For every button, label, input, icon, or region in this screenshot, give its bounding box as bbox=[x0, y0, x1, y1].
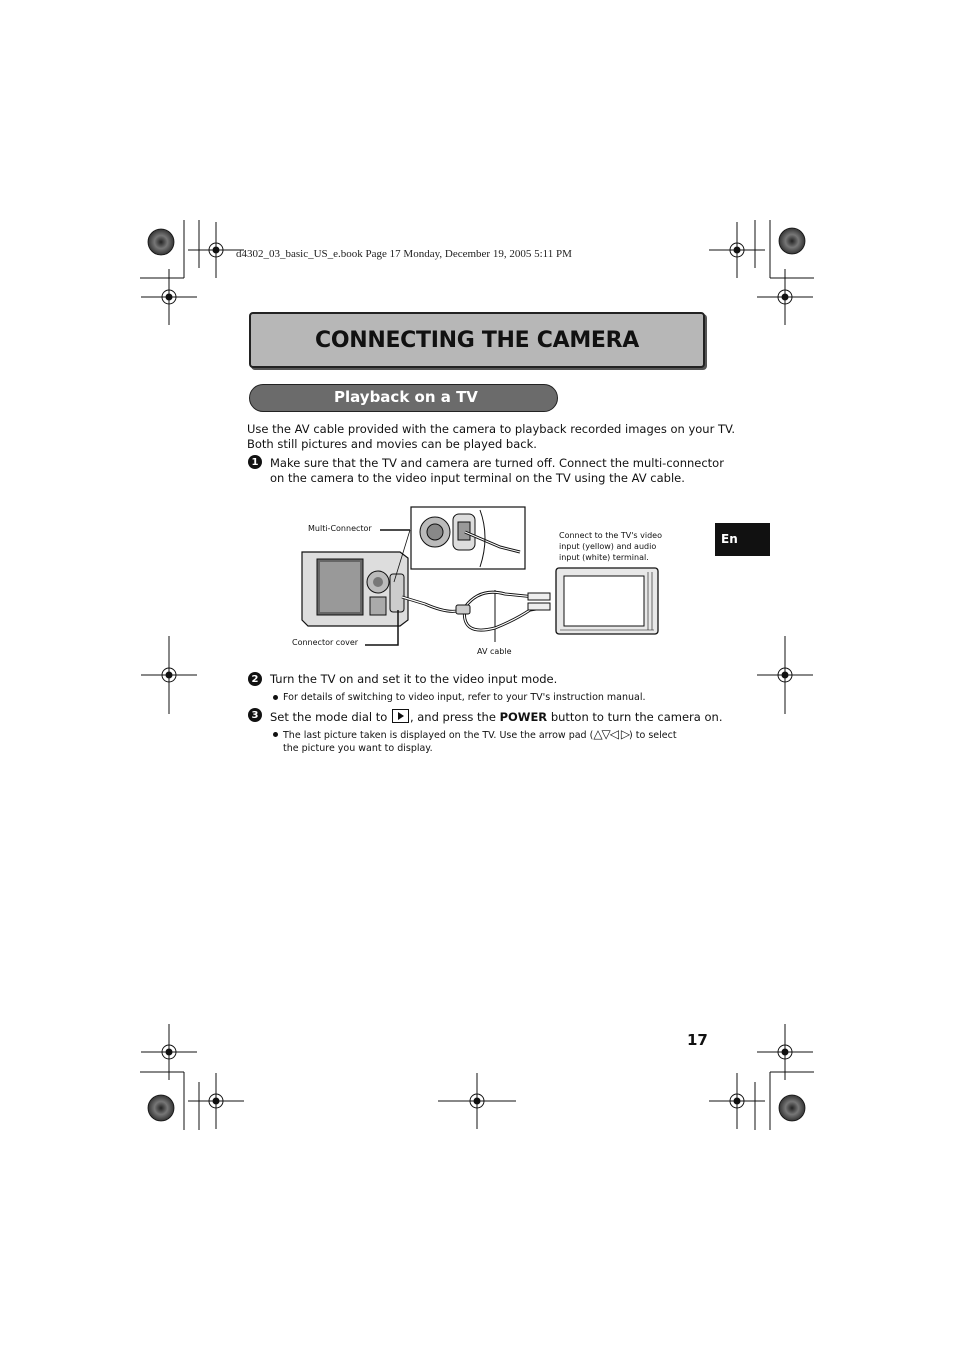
starburst-mark bbox=[148, 229, 174, 255]
language-tab-label: En bbox=[721, 532, 738, 546]
page-title: CONNECTING THE CAMERA bbox=[314, 327, 640, 353]
language-tab bbox=[715, 523, 770, 556]
intro-line: Use the AV cable provided with the camera to playback recorded images on your TV. bbox=[247, 422, 736, 436]
step-3-text-part: , and press the bbox=[409, 710, 496, 724]
starburst-mark bbox=[779, 1095, 805, 1121]
tv-note-line: input (yellow) and audio bbox=[559, 542, 657, 551]
playback-mode-icon bbox=[392, 709, 409, 723]
step-3-note-line: the picture you want to display. bbox=[283, 743, 433, 754]
page-title-banner bbox=[249, 312, 705, 368]
av-cable-label: AV cable bbox=[477, 647, 512, 656]
tv-note-line: Connect to the TV's video bbox=[559, 531, 662, 540]
arrow-pad-icon: △▽◁ ▷ bbox=[593, 727, 630, 741]
multi-connector-closeup bbox=[411, 507, 525, 569]
bullet-icon bbox=[273, 695, 278, 700]
page-number: 17 bbox=[687, 1031, 708, 1049]
tv-connection-note bbox=[559, 530, 662, 563]
step-3-note bbox=[283, 728, 677, 755]
step-2-note: For details of switching to video input, refer to your TV's instruction manual. bbox=[283, 692, 646, 703]
starburst-mark bbox=[779, 228, 805, 254]
section-heading-pill bbox=[249, 384, 558, 412]
power-button-label: POWER bbox=[499, 710, 548, 724]
step-number-2: 2 bbox=[248, 672, 262, 686]
camera-illustration bbox=[302, 552, 408, 626]
tv-note-line: input (white) terminal. bbox=[559, 553, 649, 562]
starburst-mark bbox=[148, 1095, 174, 1121]
step-3-note-part: ) to select bbox=[629, 730, 677, 741]
step-2-text: Turn the TV on and set it to the video input mode. bbox=[270, 672, 558, 686]
intro-paragraph bbox=[247, 422, 735, 452]
registration-mark bbox=[709, 1073, 765, 1129]
step-3-text-part: Set the mode dial to bbox=[270, 710, 388, 724]
file-info-header: d4302_03_basic_US_e.book Page 17 Monday, December 19, 2005 5:11 PM bbox=[236, 248, 572, 260]
connector-cover-label: Connector cover bbox=[292, 638, 359, 647]
section-title: Playback on a TV bbox=[334, 388, 478, 406]
step-3-note-part: The last picture taken is displayed on the TV. Use the arrow pad ( bbox=[283, 730, 594, 741]
registration-mark bbox=[141, 269, 197, 325]
step-line: Make sure that the TV and camera are turned off. Connect the multi-connector bbox=[270, 456, 724, 470]
step-3-text-part: button to turn the camera on. bbox=[550, 710, 723, 724]
step-3-text bbox=[270, 709, 722, 725]
step-1-text bbox=[270, 456, 724, 486]
bullet-icon bbox=[273, 732, 278, 737]
av-cable-illustration bbox=[402, 592, 550, 630]
step-line: on the camera to the video input terminal on the TV using the AV cable. bbox=[270, 471, 685, 485]
intro-line: Both still pictures and movies can be played back. bbox=[247, 437, 537, 451]
tv-illustration bbox=[556, 568, 658, 634]
registration-mark bbox=[757, 269, 813, 325]
step-number-1: 1 bbox=[248, 455, 262, 469]
registration-mark bbox=[188, 1073, 244, 1129]
multi-connector-label: Multi-Connector bbox=[308, 524, 372, 533]
registration-mark bbox=[709, 222, 765, 278]
step-number-3: 3 bbox=[248, 708, 262, 722]
